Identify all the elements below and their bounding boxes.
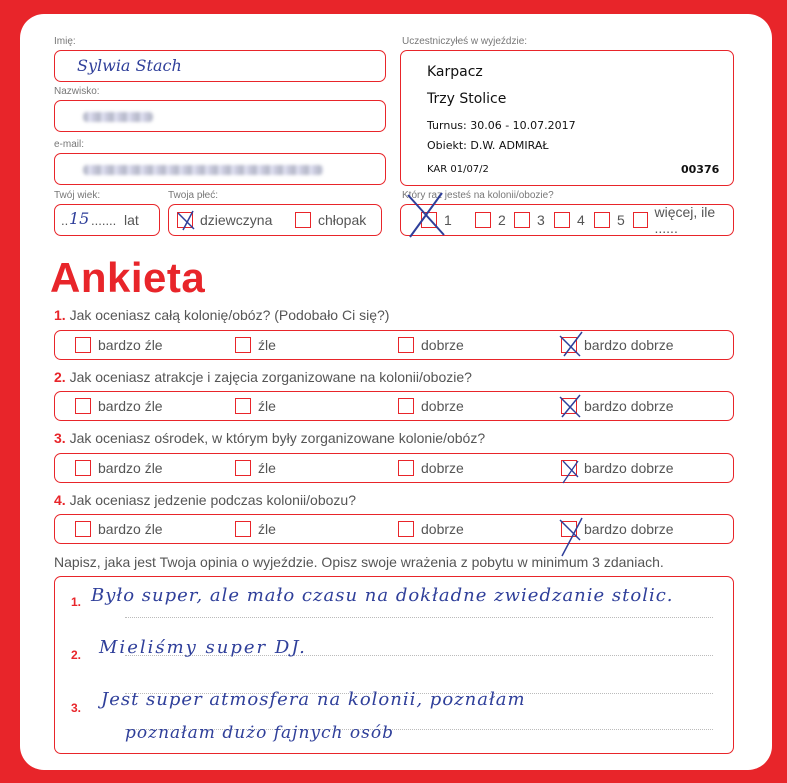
times-2-label: 2 <box>498 212 506 228</box>
times-more-label: więcej, ile ...... <box>654 204 716 236</box>
option-label: bardzo dobrze <box>584 398 674 414</box>
times-4-checkbox[interactable] <box>554 212 570 228</box>
checkbox[interactable] <box>398 337 414 353</box>
question-3-options <box>54 453 734 483</box>
option-label: źle <box>258 521 276 537</box>
times-2-checkbox[interactable] <box>475 212 491 228</box>
times-3-label: 3 <box>537 212 545 228</box>
opinion-prompt: Napisz, jaka jest Twoja opinia o wyjeździe. Opisz swoje wrażenia z pobytu w minimum 3 zdaniach. <box>54 554 664 570</box>
option-label: bardzo źle <box>98 521 163 537</box>
checkbox[interactable] <box>75 521 91 537</box>
times-field <box>400 204 734 236</box>
line-number-3: 3. <box>71 701 82 715</box>
question-3: 3. Jak oceniasz ośrodek, w którym były zorganizowane kolonie/obóz? <box>54 430 486 446</box>
trip-city: Karpacz <box>427 64 483 80</box>
q3-option-very-bad[interactable] <box>75 454 163 482</box>
option-label: źle <box>258 398 276 414</box>
question-1: 1. Jak oceniasz całą kolonię/obóz? (Podobało Ci się?) <box>54 307 390 323</box>
option-label: bardzo dobrze <box>584 460 674 476</box>
checkbox[interactable] <box>235 398 251 414</box>
checkbox[interactable] <box>398 521 414 537</box>
checkbox[interactable] <box>561 337 577 353</box>
gender-boy-label: chłopak <box>318 212 367 228</box>
opinion-line-3: Jest super atmosfera na kolonii, poznałam <box>101 689 526 710</box>
opinion-textarea[interactable] <box>54 576 734 754</box>
surname-label: Nazwisko: <box>54 86 100 97</box>
checkbox[interactable] <box>75 337 91 353</box>
option-label: bardzo dobrze <box>584 521 674 537</box>
q2-option-very-good[interactable] <box>561 392 674 420</box>
check-x-icon <box>558 393 586 421</box>
checkbox[interactable] <box>75 398 91 414</box>
q2-option-good[interactable] <box>398 392 464 420</box>
email-label: e-mail: <box>54 139 85 150</box>
times-label: Który raz jesteś na kolonii/obozie? <box>402 190 554 201</box>
checkbox[interactable] <box>235 521 251 537</box>
checkbox[interactable] <box>398 460 414 476</box>
survey-title: Ankieta <box>50 254 206 301</box>
q1-option-very-bad[interactable] <box>75 331 163 359</box>
trip-turnus: Turnus: 30.06 - 10.07.2017 <box>427 119 576 132</box>
gender-girl-label: dziewczyna <box>200 212 273 228</box>
times-option-more[interactable] <box>633 205 733 235</box>
checkbox[interactable] <box>398 398 414 414</box>
check-x-icon <box>404 189 450 241</box>
surname-field[interactable] <box>54 100 386 132</box>
trip-label: Uczestniczyłeś w wyjeździe: <box>402 36 528 47</box>
times-1-label: 1 <box>444 212 452 228</box>
age-dots: .. <box>61 213 69 228</box>
times-option-5[interactable] <box>594 205 625 235</box>
survey-sheet <box>20 14 772 770</box>
name-value: Sylwia Stach <box>77 56 182 75</box>
times-1-checkbox[interactable] <box>421 212 437 228</box>
checkbox[interactable] <box>235 460 251 476</box>
age-value: 15 <box>69 209 90 228</box>
times-5-checkbox[interactable] <box>594 212 610 228</box>
option-label: dobrze <box>421 460 464 476</box>
q3-option-very-good[interactable] <box>561 454 674 482</box>
option-label: bardzo dobrze <box>584 337 674 353</box>
q1-option-good[interactable] <box>398 331 464 359</box>
times-5-label: 5 <box>617 212 625 228</box>
times-more-checkbox[interactable] <box>633 212 648 228</box>
gender-field <box>168 204 382 236</box>
question-1-options <box>54 330 734 360</box>
option-label: dobrze <box>421 521 464 537</box>
age-unit: lat <box>124 212 139 228</box>
opinion-line-2: Mieliśmy super DJ. <box>99 637 307 658</box>
q2-option-bad[interactable] <box>235 392 276 420</box>
question-4-options <box>54 514 734 544</box>
line-number-2: 2. <box>71 648 82 662</box>
option-label: dobrze <box>421 337 464 353</box>
trip-object: Obiekt: D.W. ADMIRAŁ <box>427 139 549 152</box>
ruled-line <box>125 617 713 618</box>
q4-option-very-good[interactable] <box>561 515 674 543</box>
gender-girl-checkbox[interactable] <box>177 212 193 228</box>
times-4-label: 4 <box>577 212 585 228</box>
check-x-icon <box>560 457 584 487</box>
q3-option-good[interactable] <box>398 454 464 482</box>
checkbox[interactable] <box>561 521 577 537</box>
age-field[interactable] <box>54 204 160 236</box>
q4-option-good[interactable] <box>398 515 464 543</box>
checkbox[interactable] <box>561 398 577 414</box>
check-x-icon <box>558 330 586 360</box>
q1-option-bad[interactable] <box>235 331 276 359</box>
surname-redacted <box>83 112 153 122</box>
question-4: 4. Jak oceniasz jedzenie podczas kolonii/obozu? <box>54 492 356 508</box>
option-label: bardzo źle <box>98 337 163 353</box>
question-2: 2. Jak oceniasz atrakcje i zajęcia zorganizowane na kolonii/obozie? <box>54 369 472 385</box>
q4-option-bad[interactable] <box>235 515 276 543</box>
q2-option-very-bad[interactable] <box>75 392 163 420</box>
option-label: źle <box>258 337 276 353</box>
check-x-icon <box>558 516 586 558</box>
trip-number: 00376 <box>681 163 720 176</box>
opinion-line-1: Było super, ale mało czasu na dokładne zwiedzanie stolic. <box>91 585 674 606</box>
times-option-4[interactable] <box>554 205 585 235</box>
age-dots-trail: ....... <box>91 213 117 228</box>
name-field[interactable] <box>54 50 386 82</box>
times-3-checkbox[interactable] <box>514 212 530 228</box>
option-label: źle <box>258 460 276 476</box>
email-field[interactable] <box>54 153 386 185</box>
opinion-line-3-cont: poznałam dużo fajnych osób <box>125 723 394 743</box>
line-number-1: 1. <box>71 595 82 609</box>
gender-label: Twoja płeć: <box>168 190 219 201</box>
email-redacted <box>83 165 323 175</box>
times-option-1[interactable] <box>421 205 452 235</box>
trip-code: KAR 01/07/2 <box>427 164 489 175</box>
checkbox[interactable] <box>75 460 91 476</box>
question-2-options <box>54 391 734 421</box>
gender-option-girl[interactable] <box>177 205 272 235</box>
times-option-2[interactable] <box>475 205 506 235</box>
checkbox[interactable] <box>561 460 577 476</box>
times-option-3[interactable] <box>514 205 545 235</box>
age-label: Twój wiek: <box>54 190 101 201</box>
check-x-icon <box>175 209 197 233</box>
option-label: bardzo źle <box>98 460 163 476</box>
name-label: Imię: <box>54 36 76 47</box>
gender-boy-checkbox[interactable] <box>295 212 311 228</box>
q1-option-very-good[interactable] <box>561 331 674 359</box>
option-label: dobrze <box>421 398 464 414</box>
q3-option-bad[interactable] <box>235 454 276 482</box>
gender-option-boy[interactable] <box>295 205 366 235</box>
checkbox[interactable] <box>235 337 251 353</box>
trip-stamp <box>400 50 734 186</box>
option-label: bardzo źle <box>98 398 163 414</box>
q4-option-very-bad[interactable] <box>75 515 163 543</box>
trip-name: Trzy Stolice <box>427 91 507 107</box>
